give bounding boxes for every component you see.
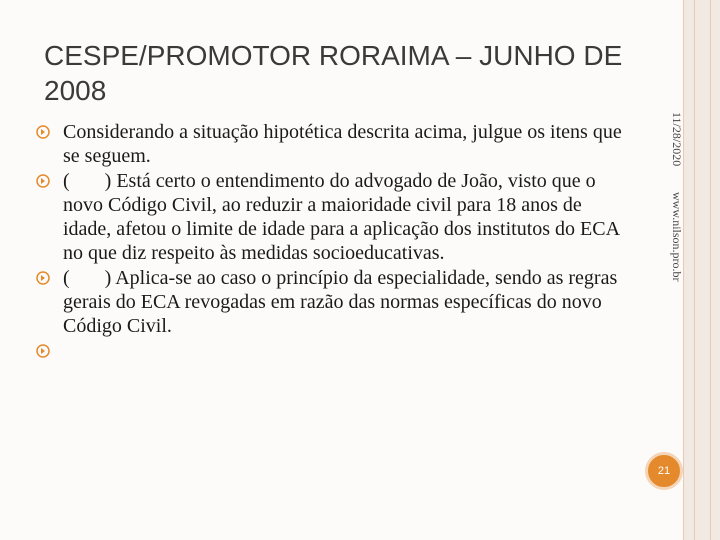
- page-number-badge: 21: [645, 452, 683, 490]
- circle-chevron-bullet-icon: [36, 271, 50, 285]
- right-decorative-band: [683, 0, 720, 540]
- bullet-item: [36, 169, 626, 265]
- circle-chevron-bullet-icon: [36, 125, 50, 139]
- bullet-text: ( ) Está certo o entendimento do advogado de João, visto que o novo Código Civil, ao reduzir a maioridade civil para 18 anos de idade, afetou o limite de idade para a aplicação dos institutos do ECA no que diz respeito às medidas socioeducativas.: [63, 170, 624, 264]
- decorative-line-3: [710, 0, 711, 540]
- side-url: www.nilson.pro.br: [670, 192, 684, 282]
- decorative-line-2: [694, 0, 695, 540]
- bullet-item: [36, 339, 626, 363]
- bullet-item: [36, 266, 626, 338]
- circle-chevron-bullet-icon: [36, 174, 50, 188]
- bullet-item: [36, 120, 626, 168]
- bullet-list: [36, 120, 626, 364]
- bullet-text: ( ) Aplica-se ao caso o princípio da especialidade, sendo as regras gerais do ECA revogadas em razão das normas específicas do novo Código Civil.: [63, 267, 623, 337]
- bullet-text: Considerando a situação hipotética descrita acima, julgue os itens que se seguem.: [63, 121, 622, 167]
- slide-title: CESPE/PROMOTOR RORAIMA – JUNHO DE 2008: [44, 40, 623, 106]
- side-date: 11/28/2020: [670, 112, 684, 167]
- circle-chevron-bullet-icon: [36, 344, 50, 358]
